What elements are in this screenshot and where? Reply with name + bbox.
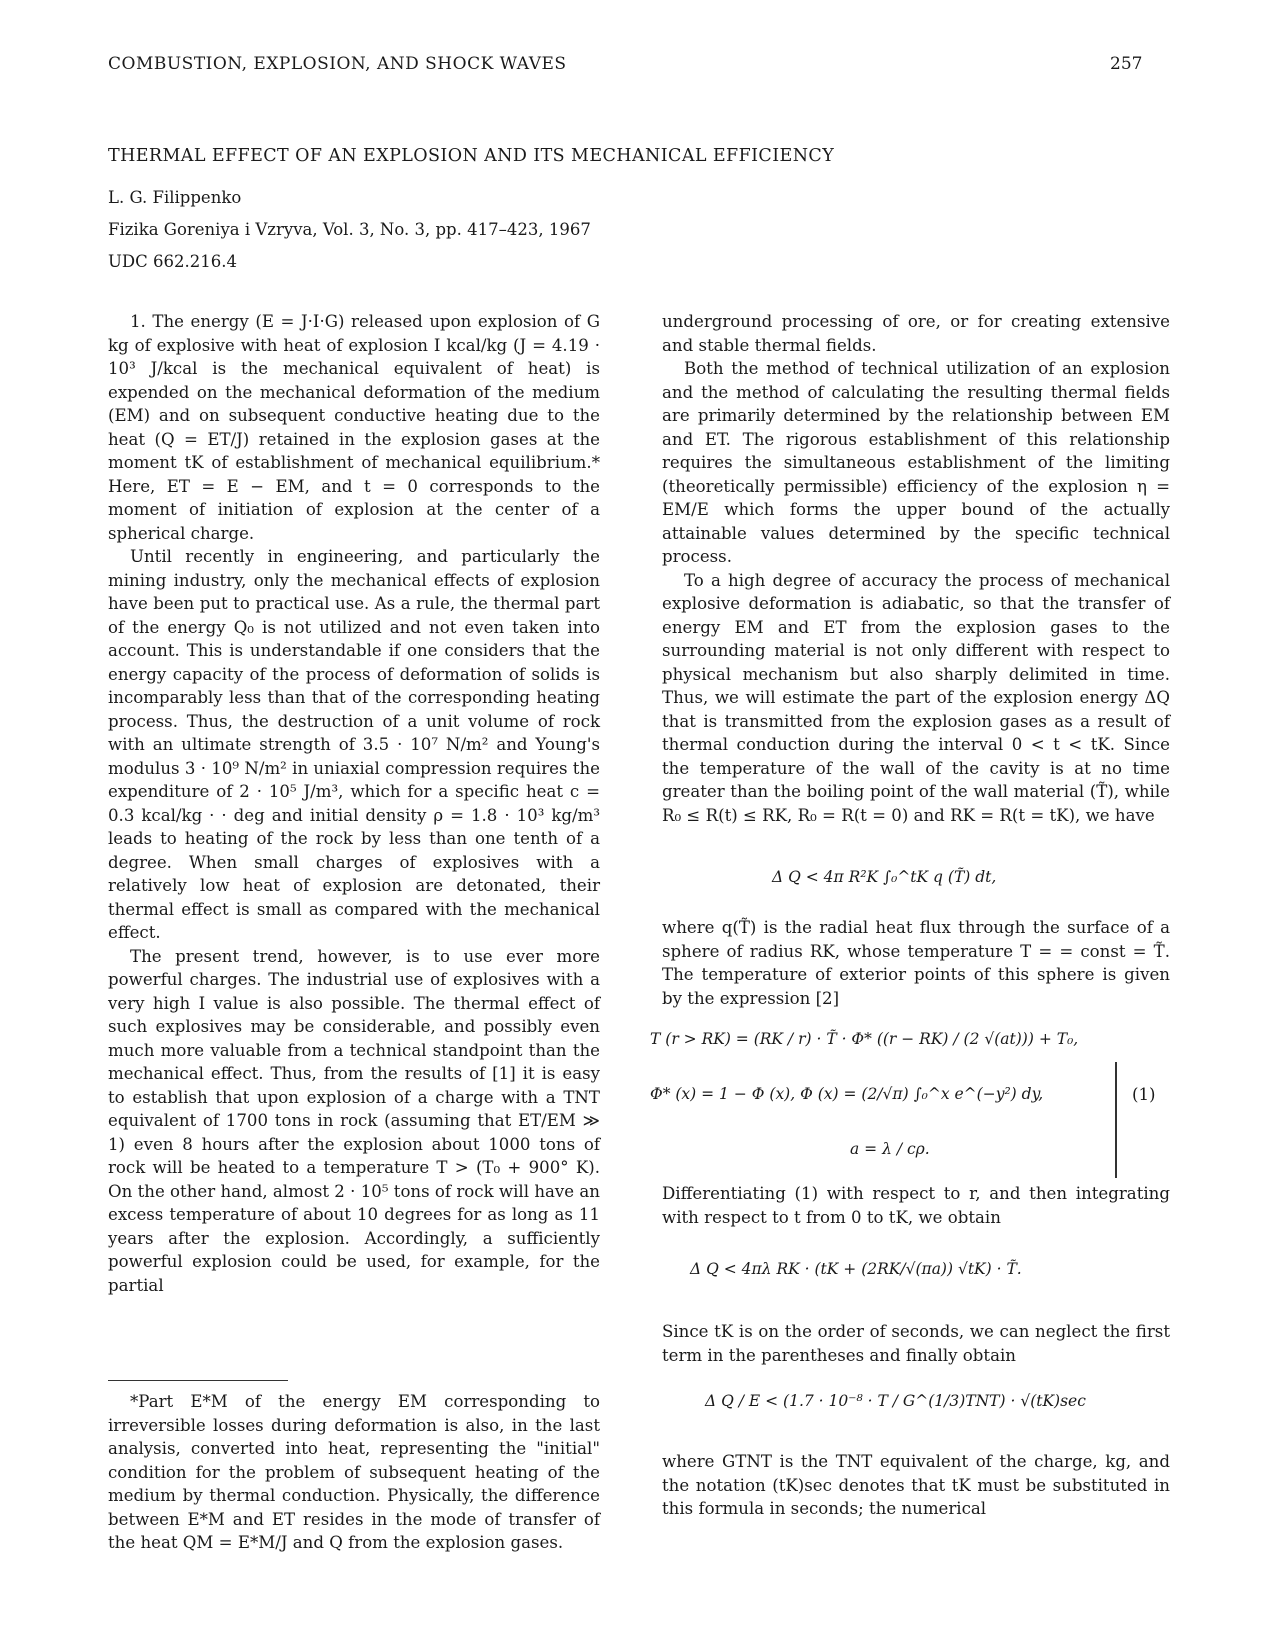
equation-heat-bound: Δ Q < 4π R²K ∫₀^tK q (T̃) dt, [772, 868, 997, 886]
paragraph-3: The present trend, however, is to use ever more powerful charges. The industrial use of explosives with a very high I value is also possible. The thermal effect of such explosives may be considerable, and possibly even much more valuable from a technical standpoint than the mechanical effect. Thus, from the results of [1] it is easy to establish that upon explosion of a charge with a TNT equivalent of 1700 tons in rock (assuming that ET/EM ≫ 1) even 8 hours after the explosion about 1000 tons of rock will be heated to a temperature T > (T₀ + 900° K). On the other hand, almost 2 · 10⁵ tons of rock will have an excess temperature of about 10 degrees for as long as 11 years after the explosion. Accordingly, a sufficiently powerful explosion could be used, for example, for the partial [108, 946, 600, 1295]
paragraph-adiabatic: To a high degree of accuracy the process of mechanical explosive deformation is adiabatic, so that the transfer of energy EM and ET from the explosion gases to the surrounding material is not only different with respect to physical mechanism but also sharply delimited in time. Thus, we will estimate the part of the explosion energy ΔQ that is transmitted from the explosion gases as a result of thermal conduction during the interval 0 < t < tK. Since the temperature of the wall of the cavity is at no time greater than the boiling point of the wall material (T̃), while R₀ ≤ R(t) ≤ RK, R₀ = R(t = 0) and RK = R(t = tK), we have [662, 570, 1170, 825]
footnote-rule [108, 1380, 288, 1381]
citation: Fizika Goreniya i Vzryva, Vol. 3, No. 3, pp. 417–423, 1967 [108, 220, 591, 239]
author: L. G. Filippenko [108, 188, 242, 207]
right-column-differentiating [662, 1182, 1170, 1229]
footnote-text: *Part E*M of the energy EM corresponding to irreversible losses during deformation is also, in the last analysis, converted into heat, representing the "initial" condition for the problem of subsequent heating of the medium by thermal conduction. Physically, the difference between E*M and ET resides in the mode of transfer of the heat QM = E*M/J and Q from the explosion gases. [108, 1392, 600, 1552]
paragraph-gtnt: where GTNT is the TNT equivalent of the charge, kg, and the notation (tK)sec denotes that tK must be substituted in this formula in seconds; the numerical [662, 1452, 1170, 1518]
equation-final: Δ Q / E < (1.7 · 10⁻⁸ · T / G^(1/3)TNT) · √(tK)sec [705, 1392, 1086, 1410]
left-column [108, 310, 600, 1297]
equation-number: (1) [1132, 1085, 1156, 1104]
paragraph-since: Since tK is on the order of seconds, we can neglect the first term in the parentheses and finally obtain [662, 1322, 1170, 1365]
running-head: COMBUSTION, EXPLOSION, AND SHOCK WAVES [108, 54, 567, 74]
paragraph-1: 1. The energy (E = J·I·G) released upon explosion of G kg of explosive with heat of explosion I kcal/kg (J = 4.19 · 10³ J/kcal is the mechanical equivalent of heat) is expended on the mechanical deformation of the medium (EM) and on subsequent conductive heating due to the heat (Q = ET/J) retained in the explosion gases at the moment tK of establishment of mechanical equilibrium.* Here, ET = E − EM, and t = 0 corresponds to the moment of initiation of explosion at the center of a spherical charge. [108, 312, 600, 543]
equation-brace [1115, 1062, 1117, 1178]
paragraph-heat-flux: where q(T̃) is the radial heat flux through the surface of a sphere of radius RK, whose temperature T = = const = T̃. The temperature of exterior points of this sphere is given by the expression [2] [662, 918, 1170, 1008]
right-column-top [662, 310, 1170, 827]
equation-1-line-1: T (r > RK) = (RK / r) · T̃ · Φ* ((r − RK) / (2 √(at))) + T₀, [650, 1030, 1079, 1048]
equation-integrated: Δ Q < 4πλ RK · (tK + (2RK/√(πa)) √tK) · T̃. [690, 1260, 1022, 1278]
article-title: THERMAL EFFECT OF AN EXPLOSION AND ITS MECHANICAL EFFICIENCY [108, 146, 835, 166]
right-column-since [662, 1320, 1170, 1367]
right-column-heat-flux [662, 916, 1170, 1010]
right-column-gtnt [662, 1450, 1170, 1521]
paragraph-continued: underground processing of ore, or for creating extensive and stable thermal fields. [662, 312, 1170, 355]
equation-1-line-2: Φ* (x) = 1 − Φ (x), Φ (x) = (2/√π) ∫₀^x e^(−y²) dy, [650, 1085, 1044, 1103]
paragraph-relationship: Both the method of technical utilization of an explosion and the method of calculating the resulting thermal fields are primarily determined by the relationship between EM and ET. The rigorous establishment of this relationship requires the simultaneous establishment of the limiting (theoretically permissible) efficiency of the explosion η = EM/E which forms the upper bound of the actually attainable values determined by the specific technical process. [662, 359, 1170, 566]
udc-code: UDC 662.216.4 [108, 252, 237, 271]
footnote [108, 1390, 600, 1555]
paragraph-2: Until recently in engineering, and particularly the mining industry, only the mechanical effects of explosion have been put to practical use. As a rule, the thermal part of the energy Q₀ is not utilized and not even taken into account. This is understandable if one considers that the energy capacity of the process of deformation of solids is incomparably less than that of the corresponding heating process. Thus, the destruction of a unit volume of rock with an ultimate strength of 3.5 · 10⁷ N/m² and Young's modulus 3 · 10⁹ N/m² in uniaxial compression requires the expenditure of 2 · 10⁵ J/m³, which for a specific heat c = 0.3 kcal/kg · · deg and initial density ρ = 1.8 · 10³ kg/m³ leads to heating of the rock by less than one tenth of a degree. When small charges of explosives with a relatively low heat of explosion are detonated, their thermal effect is small as compared with the mechanical effect. [108, 547, 600, 942]
equation-1-line-3: a = λ / cρ. [850, 1140, 930, 1158]
page-number: 257 [1110, 54, 1143, 74]
paragraph-differentiating: Differentiating (1) with respect to r, and then integrating with respect to t from 0 to tK, we obtain [662, 1184, 1170, 1227]
